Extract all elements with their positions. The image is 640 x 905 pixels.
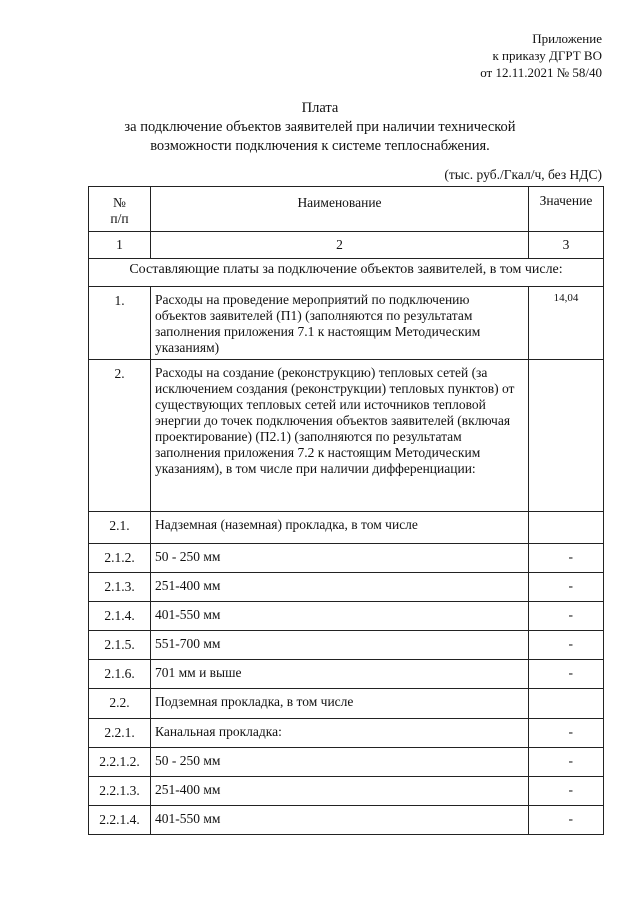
row-name: 401-550 мм — [151, 806, 529, 835]
header-num-cell: № п/п — [89, 187, 151, 232]
row-name: 551-700 мм — [151, 631, 529, 660]
row-value: - — [529, 573, 604, 602]
row-number: 2.1.5. — [89, 631, 151, 660]
row-number: 2.1. — [89, 512, 151, 544]
row-name: 50 - 250 мм — [151, 748, 529, 777]
row-number: 1. — [89, 287, 151, 360]
title-line-3: возможности подключения к системе теплоснабжения. — [150, 138, 490, 154]
row-value: - — [529, 631, 604, 660]
row-number: 2.2.1. — [89, 719, 151, 748]
table-row — [89, 689, 604, 719]
header-name-cell: Наименование — [151, 187, 529, 232]
document-title — [0, 99, 640, 156]
row-name: Надземная (наземная) прокладка, в том числе — [151, 512, 529, 544]
table-row — [89, 360, 604, 512]
row-value: - — [529, 719, 604, 748]
index-cell-1: 1 — [89, 232, 151, 259]
row-number: 2.1.6. — [89, 660, 151, 689]
row-value — [529, 512, 604, 544]
row-value — [529, 360, 604, 512]
table-row — [89, 660, 604, 689]
table-row — [89, 806, 604, 835]
section-title: Составляющие платы за подключение объектов заявителей, в том числе: — [89, 259, 604, 287]
row-name: Канальная прокладка: — [151, 719, 529, 748]
row-number: 2.2. — [89, 689, 151, 719]
row-name: Расходы на проведение мероприятий по подключению объектов заявителей (П1) (заполняются по результатам заполнения приложения 7.1 к настоящим Методическим указаниям) — [151, 287, 529, 360]
row-number: 2.2.1.4. — [89, 806, 151, 835]
index-cell-3: 3 — [529, 232, 604, 259]
table-header-row — [89, 187, 604, 232]
row-value: - — [529, 602, 604, 631]
table-body — [89, 287, 604, 835]
row-name: Расходы на создание (реконструкцию) тепловых сетей (за исключением создания (реконструкции) тепловых пунктов) от существующих тепловых сетей или источников тепловой энергии до точек подключения объектов заявителей (включая проектирование) (П2.1) (заполняются по результатам заполнения приложения 7.2 к настоящим Методическим указаниям), в том числе при наличии дифференциации: — [151, 360, 529, 512]
row-number: 2.1.4. — [89, 602, 151, 631]
table-row — [89, 748, 604, 777]
title-line-1: Плата — [301, 100, 339, 116]
table-row — [89, 544, 604, 573]
row-number: 2. — [89, 360, 151, 512]
row-value: 14,04 — [529, 287, 604, 360]
table-row — [89, 512, 604, 544]
index-row — [89, 232, 604, 259]
index-cell-2: 2 — [151, 232, 529, 259]
row-name: 251-400 мм — [151, 777, 529, 806]
units-note: (тыс. руб./Гкал/ч, без НДС) — [444, 167, 602, 182]
row-name: Подземная прокладка, в том числе — [151, 689, 529, 719]
header-line-2: к приказу ДГРТ ВО — [492, 48, 602, 63]
table-row — [89, 719, 604, 748]
row-number: 2.1.2. — [89, 544, 151, 573]
row-number: 2.1.3. — [89, 573, 151, 602]
table-row — [89, 777, 604, 806]
table-row — [89, 287, 604, 360]
row-name: 701 мм и выше — [151, 660, 529, 689]
header-value-cell: Значение — [529, 187, 604, 232]
document-header — [480, 30, 602, 81]
table-row — [89, 573, 604, 602]
row-value: - — [529, 777, 604, 806]
fee-table — [88, 186, 604, 835]
header-line-3: от 12.11.2021 № 58/40 — [480, 65, 602, 80]
row-value: - — [529, 748, 604, 777]
header-line-1: Приложение — [532, 31, 602, 46]
row-value — [529, 689, 604, 719]
table-row — [89, 602, 604, 631]
row-name: 251-400 мм — [151, 573, 529, 602]
row-value: - — [529, 660, 604, 689]
table-row — [89, 631, 604, 660]
row-name: 50 - 250 мм — [151, 544, 529, 573]
row-value: - — [529, 806, 604, 835]
row-number: 2.2.1.2. — [89, 748, 151, 777]
row-number: 2.2.1.3. — [89, 777, 151, 806]
row-value: - — [529, 544, 604, 573]
title-line-2: за подключение объектов заявителей при наличии технической — [124, 119, 516, 135]
row-name: 401-550 мм — [151, 602, 529, 631]
section-row — [89, 259, 604, 287]
